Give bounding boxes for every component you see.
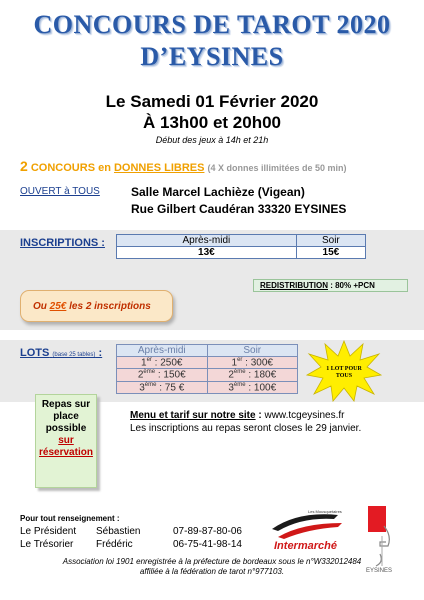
svg-text:Intermarché: Intermarché	[274, 540, 337, 552]
star-text: 1 LOT POUR TOUS	[326, 366, 362, 379]
association-federation: affiliée à la fédération de tarot n°977103.	[139, 567, 285, 576]
lots-header-evening: Soir	[207, 345, 298, 357]
game-start-note: Début des jeux à 14h et 21h	[155, 135, 269, 145]
meal-deadline: Les inscriptions au repas seront closes le 29 janvier.	[130, 423, 362, 434]
meal-box: Repas sur place possible sur réservation	[35, 394, 97, 488]
contact-heading: Pour tout renseignement :	[20, 514, 120, 523]
inscriptions-table	[116, 234, 366, 259]
insc-price-evening: 15€	[296, 247, 365, 259]
combo-offer	[20, 290, 173, 322]
venue-street: Rue Gilbert Caudéran 33320 EYSINES	[131, 202, 347, 216]
insc-price-afternoon: 13€	[117, 247, 297, 259]
lots-label	[20, 347, 102, 359]
insc-header-afternoon: Après-midi	[117, 235, 297, 247]
event-title-line1: CONCOURS DE TAROT 2020	[33, 10, 391, 39]
concours-mode: DONNES LIBRES	[113, 162, 205, 174]
menu-colon: :	[255, 410, 265, 421]
insc-header-evening: Soir	[296, 235, 365, 247]
lots-am-3: 3ème : 75 €	[117, 381, 208, 393]
redistribution-value: : 80% +PCN	[328, 281, 375, 290]
combo-suffix: les 2 inscriptions	[66, 301, 151, 312]
intermarche-logo-icon	[268, 505, 352, 553]
lots-pm-2: 2ème : 180€	[207, 369, 298, 381]
event-date: Le Samedi 01 Février 2020	[105, 92, 319, 111]
lots-label-base: (base 25 tables)	[52, 352, 96, 358]
lots-am-2: 2ème : 150€	[117, 369, 208, 381]
event-title-line2: D’EYSINES	[140, 42, 284, 71]
event-times: À 13h00 et 20h00	[143, 113, 281, 132]
menu-line	[130, 410, 345, 421]
svg-text:Les Mousquetaires: Les Mousquetaires	[308, 509, 342, 514]
combo-prefix: Ou	[33, 301, 50, 312]
menu-prefix: Menu et tarif sur notre site	[130, 410, 256, 421]
lots-header-afternoon: Après-midi	[117, 345, 208, 357]
lots-label-colon: :	[95, 347, 103, 359]
redistribution-label: REDISTRIBUTION	[260, 281, 328, 290]
open-to-all: OUVERT à TOUS	[20, 186, 100, 197]
concours-count: 2	[20, 158, 28, 174]
concours-text: CONCOURS en	[30, 162, 111, 174]
lots-label-main: LOTS	[20, 347, 50, 359]
contact-row-treasurer: Le Trésorier Frédéric 06-75-41-98-14	[20, 539, 242, 550]
lots-pm-1: 1er : 300€	[207, 357, 298, 369]
redistribution-box	[253, 279, 408, 292]
lots-table	[116, 344, 298, 394]
combo-price: 25€	[49, 301, 67, 312]
website-link[interactable]: www.tcgeysines.fr	[264, 410, 345, 421]
lots-am-1: 1er : 250€	[117, 357, 208, 369]
venue-name: Salle Marcel Lachièze (Vigean)	[131, 185, 305, 199]
association-registration: Association loi 1901 enregistrée à la préfecture de bordeaux sous le n°W332012484	[62, 557, 362, 566]
svg-text:EYSINES: EYSINES	[366, 568, 393, 574]
inscriptions-label: INSCRIPTIONS :	[20, 237, 105, 249]
lots-pm-3: 3ème : 100€	[207, 381, 298, 393]
concours-line	[20, 158, 347, 174]
concours-detail: (4 X donnes illimitées de 50 min)	[207, 163, 347, 173]
contact-row-president: Le Président Sébastien 07-89-87-80-06	[20, 526, 242, 537]
